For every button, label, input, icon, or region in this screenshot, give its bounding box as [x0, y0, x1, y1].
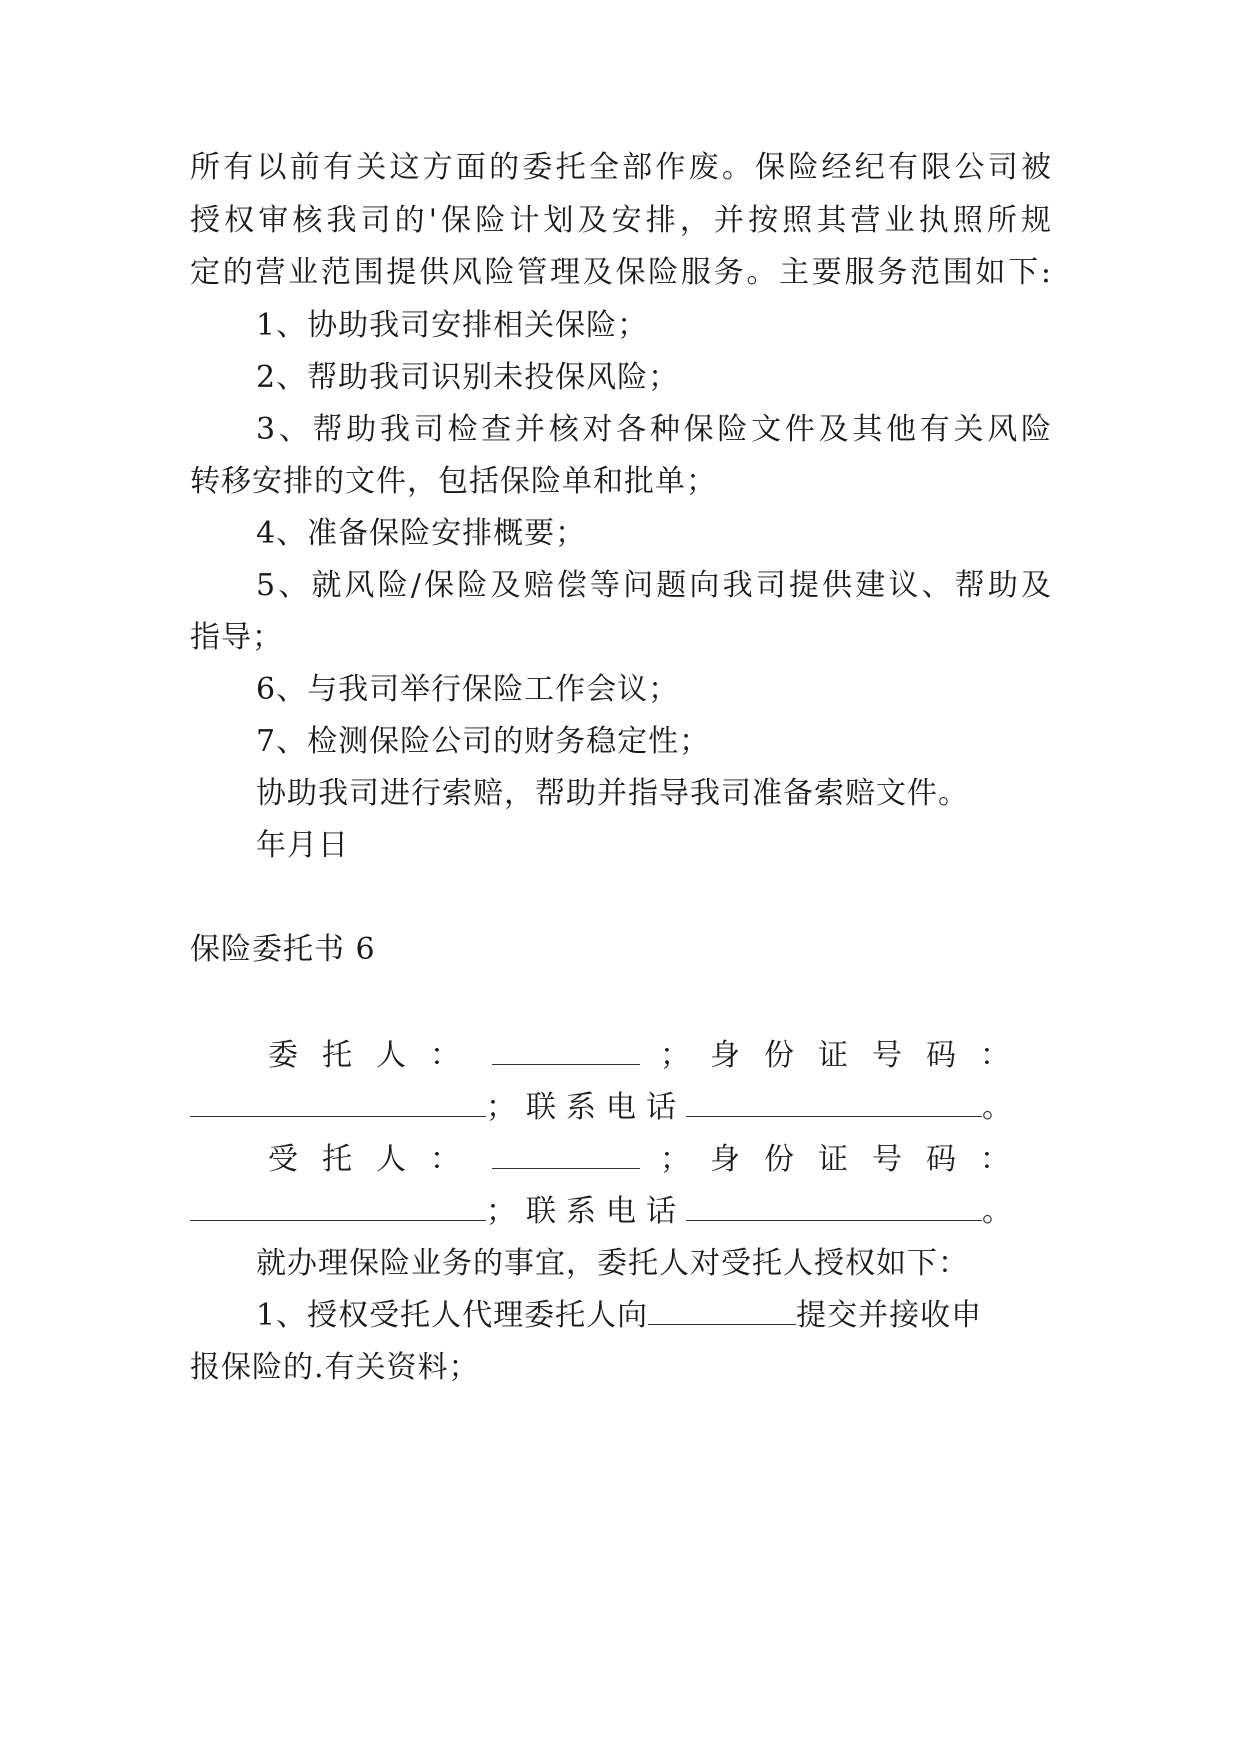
service-item: 3、帮助我司检查并核对各种保险文件及其他有关风险 [256, 412, 1052, 447]
agent-row [268, 1140, 1034, 1180]
period: 。 [982, 1194, 1012, 1229]
service-item: 5、就风险/保险及赔偿等问题向我司提供建议、帮助及 [256, 568, 1052, 603]
authorization-item-1 [256, 1296, 982, 1336]
agent-id-blank[interactable] [190, 1192, 486, 1221]
date-line: 年月日 [256, 828, 349, 863]
service-item: 2、帮助我司识别未投保风险； [256, 360, 680, 395]
authorization-item-continued: 报保险的.有关资料； [190, 1350, 480, 1385]
service-item: 6、与我司举行保险工作会议； [256, 672, 680, 707]
paragraph-line: 所有以前有关这方面的委托全部作废。保险经纪有限公司被 [190, 150, 1052, 185]
semicolon: ； [660, 1142, 690, 1177]
service-item: 1、协助我司安排相关保险； [256, 308, 649, 343]
principal-label: 委托人： [268, 1038, 484, 1073]
paragraph-line: 定的营业范围提供风险管理及保险服务。主要服务范围如下: [190, 255, 1052, 290]
id-label: 身份证号码： [710, 1038, 1034, 1073]
period: 。 [982, 1090, 1012, 1125]
principal-name-blank[interactable] [492, 1036, 640, 1065]
agent-phone-blank[interactable] [686, 1192, 982, 1221]
authorization-item-text: 1、授权受托人代理委托人向 [256, 1298, 649, 1333]
id-label: 身份证号码： [710, 1142, 1034, 1177]
section-title: 保险委托书 6 [190, 932, 376, 967]
institution-blank[interactable] [648, 1296, 796, 1325]
service-item: 4、准备保险安排概要； [256, 516, 587, 551]
principal-id-blank[interactable] [190, 1088, 486, 1117]
service-item: 7、检测保险公司的财务稳定性； [256, 724, 711, 759]
claims-item: 协助我司进行索赔，帮助并指导我司准备索赔文件。 [256, 776, 969, 811]
agent-label: 受托人： [268, 1142, 484, 1177]
phone-label: ；联系电话 [486, 1194, 686, 1229]
phone-label: ；联系电话 [486, 1090, 686, 1125]
service-item-continued: 指导； [190, 620, 283, 655]
authorization-intro: 就办理保险业务的事宜，委托人对受托人授权如下： [256, 1246, 969, 1281]
semicolon: ； [660, 1038, 690, 1073]
principal-phone-blank[interactable] [686, 1088, 982, 1117]
agent-name-blank[interactable] [492, 1140, 640, 1169]
paragraph-line: 授权审核我司的'保险计划及安排，并按照其营业执照所规 [190, 203, 1052, 238]
service-item-continued: 转移安排的文件，包括保险单和批单； [190, 464, 717, 499]
agent-row-2 [190, 1192, 1012, 1232]
principal-row-2 [190, 1088, 1012, 1128]
authorization-item-text: 提交并接收申 [796, 1298, 983, 1333]
principal-row [268, 1036, 1034, 1076]
